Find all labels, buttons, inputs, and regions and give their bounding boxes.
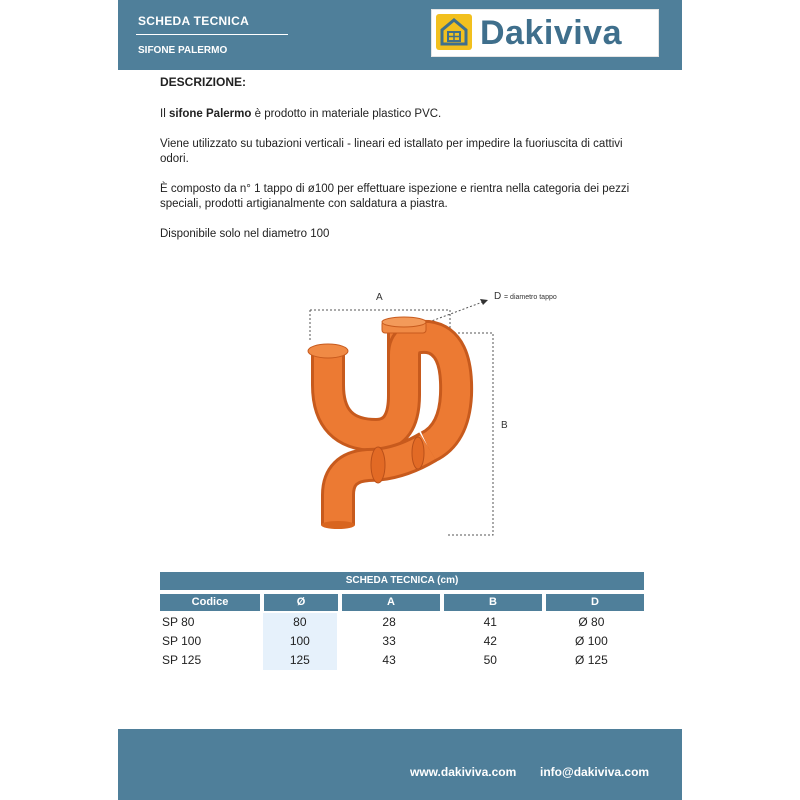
- label-d-letter: D: [494, 291, 502, 302]
- p1-product-name: sifone Palermo: [168, 108, 252, 120]
- header-divider: [136, 34, 288, 35]
- logo-wordmark: Dakiviva: [480, 14, 622, 52]
- table-row: [160, 632, 644, 651]
- col-header-b: B: [444, 594, 542, 611]
- description-paragraph-4: Disponibile solo nel diametro 100: [160, 228, 330, 240]
- cell-d: Ø 80: [578, 615, 605, 629]
- description-paragraph-1: [160, 107, 650, 122]
- description-paragraph-3: È composto da n° 1 tappo di ø100 per effettuare ispezione e rientra nella categoria dei pezzi speciali, prodotti artigianalmente con saldatura a piastra.: [160, 183, 630, 210]
- header-title: SCHEDA TECNICA: [138, 14, 250, 28]
- header-subtitle: SIFONE PALERMO: [138, 45, 228, 56]
- cell-a: 28: [382, 615, 396, 629]
- cell-a: 33: [382, 634, 396, 648]
- label-d-note: = diametro tappo: [504, 294, 557, 301]
- footer-band: [118, 729, 682, 800]
- spec-table: [160, 572, 644, 670]
- dimension-label-b: B: [501, 420, 508, 431]
- cell-diameter: 100: [263, 632, 336, 651]
- footer-website-link[interactable]: www.dakiviva.com: [410, 765, 517, 779]
- table-row: [160, 651, 644, 670]
- dimension-label-d: [494, 291, 557, 302]
- cell-diameter: 125: [263, 651, 336, 670]
- cell-b: 42: [483, 634, 497, 648]
- siphon-diagram: [298, 285, 598, 545]
- dimension-label-a: A: [376, 292, 383, 303]
- p1-prefix: Il: [160, 108, 169, 120]
- description-section: [160, 75, 650, 257]
- cell-diameter: 80: [263, 613, 336, 632]
- footer-email-link[interactable]: info@dakiviva.com: [540, 765, 650, 779]
- col-header-a: A: [342, 594, 440, 611]
- cell-d: Ø 125: [575, 653, 608, 667]
- house-icon: [436, 14, 472, 50]
- p1-suffix: è prodotto in materiale plastico PVC.: [251, 108, 442, 120]
- cell-codice: SP 100: [162, 634, 202, 648]
- cell-b: 41: [483, 615, 497, 629]
- siphon-illustration: [298, 285, 598, 545]
- cell-codice: SP 125: [162, 653, 202, 667]
- table-row: [160, 613, 644, 632]
- description-heading: DESCRIZIONE:: [160, 75, 247, 89]
- datasheet-page: [118, 0, 682, 800]
- cell-codice: SP 80: [162, 615, 195, 629]
- spec-table-title: SCHEDA TECNICA (cm): [160, 572, 644, 590]
- cell-d: Ø 100: [575, 634, 608, 648]
- cell-b: 50: [483, 653, 497, 667]
- brand-logo: [431, 9, 659, 57]
- col-header-diameter: Ø: [264, 594, 338, 611]
- col-header-d: D: [546, 594, 644, 611]
- header-band: [118, 0, 682, 70]
- description-paragraph-2: Viene utilizzato su tubazioni verticali - lineari ed istallato per impedire la fuoriuscita di cattivi odori.: [160, 138, 623, 165]
- cell-a: 43: [382, 653, 396, 667]
- spec-table-header-row: [160, 594, 644, 611]
- col-header-codice: Codice: [160, 594, 260, 611]
